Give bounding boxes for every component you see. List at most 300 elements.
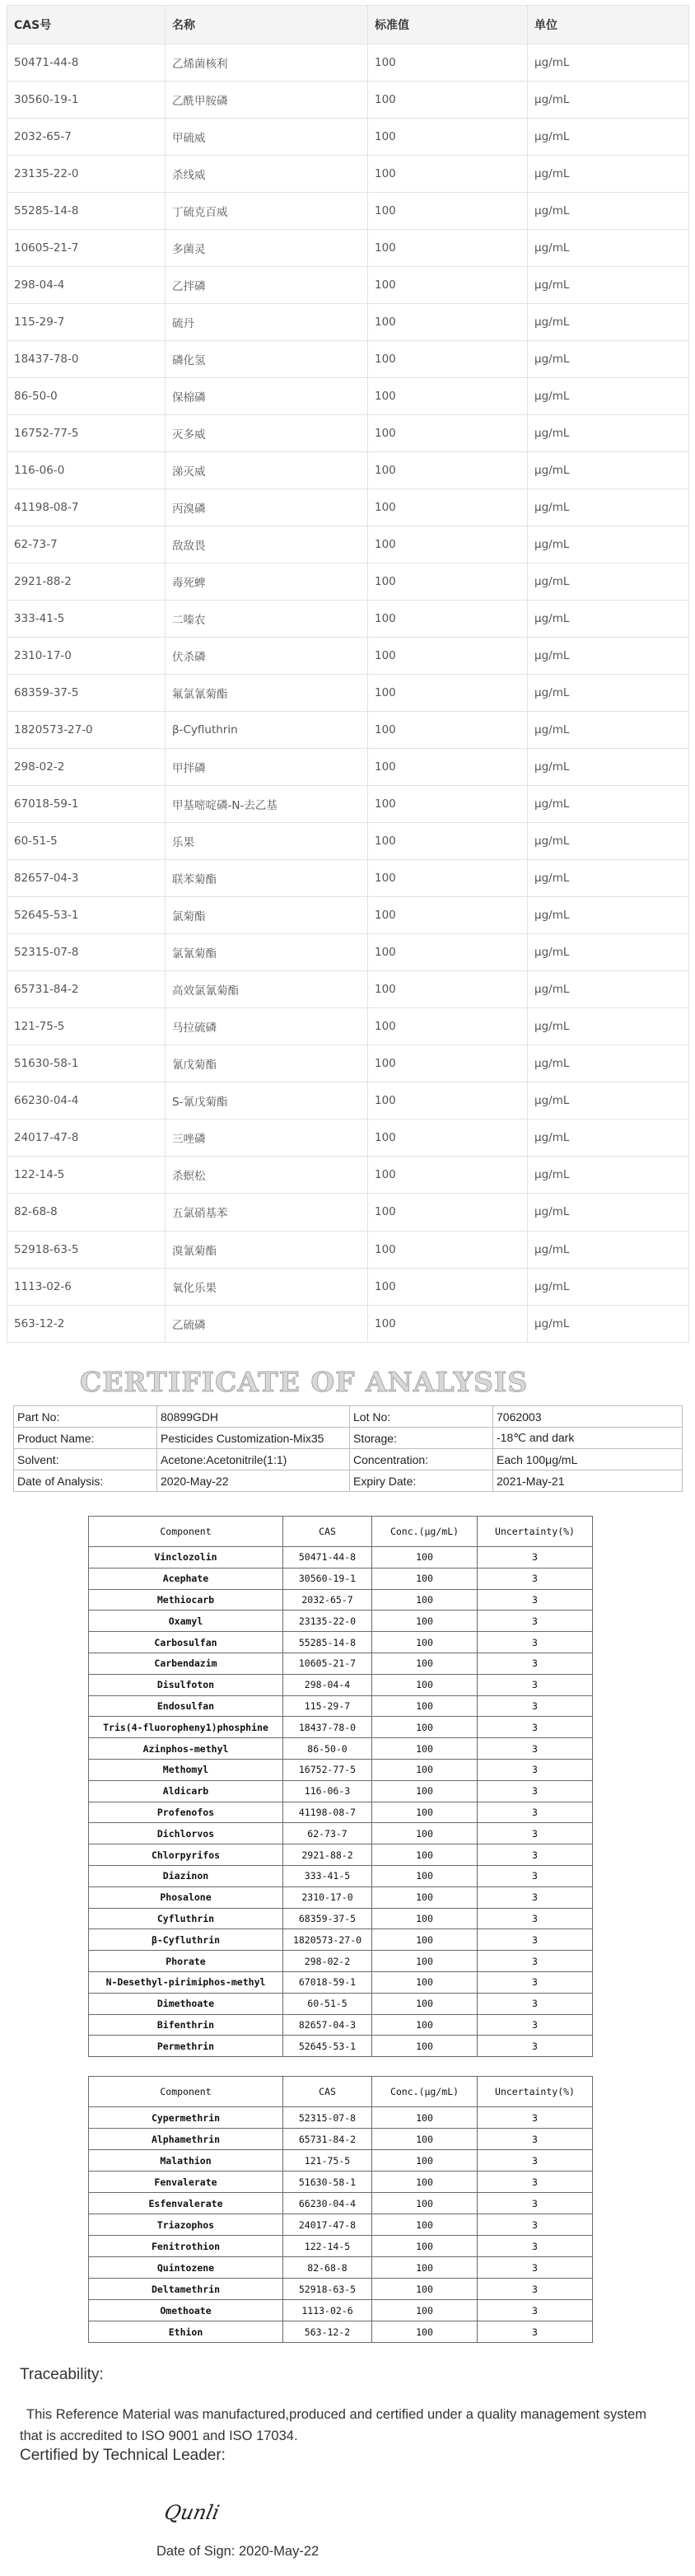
table-row [7,675,689,712]
name-cell: 二嗪农 [166,601,368,638]
standard-value-cell: 100 [368,1082,528,1120]
component-concentration: 100 [372,2279,478,2300]
component-row [89,2257,593,2279]
component-uncertainty: 3 [478,1589,593,1611]
component-cas: 30560-19-1 [283,1568,372,1589]
table-row [7,1045,689,1082]
header-cas: CAS [283,1517,372,1547]
component-concentration: 100 [372,2300,478,2321]
info-label: Lot No: [350,1406,493,1428]
unit-cell: μg/mL [528,712,689,749]
component-uncertainty: 3 [478,2257,593,2279]
cas-cell: 298-04-4 [7,267,166,304]
component-uncertainty: 3 [478,1780,593,1802]
component-row [89,1589,593,1611]
component-cas: 55285-14-8 [283,1632,372,1653]
component-row [89,2300,593,2321]
standard-value-cell: 100 [368,230,528,267]
component-cas: 2032-65-7 [283,1589,372,1611]
name-cell: 磷化氢 [166,341,368,378]
standard-value-cell: 100 [368,1045,528,1082]
table-row [7,304,689,341]
component-cas: 1820573-27-0 [283,1929,372,1951]
name-cell: 溴氰菊酯 [166,1231,368,1268]
component-concentration: 100 [372,1908,478,1929]
component-row [89,1951,593,1972]
standard-value-cell: 100 [368,971,528,1008]
component-uncertainty: 3 [478,2014,593,2036]
component-concentration: 100 [372,1674,478,1695]
date-of-sign: Date of Sign: 2020-May-22 [156,2544,320,2559]
standard-value-cell: 100 [368,934,528,971]
standards-table [7,5,689,1343]
component-name: Diazinon [89,1865,283,1886]
component-name: Omethoate [89,2300,283,2321]
component-uncertainty: 3 [478,1717,593,1738]
component-name: Tris(4-fluoropheny1)phosphine [89,1717,283,1738]
cas-cell: 2310-17-0 [7,638,166,675]
traceability-statement: This Reference Material was manufactured,produced and certified under a quality management system [26,2407,646,2422]
component-uncertainty: 3 [478,2214,593,2236]
name-cell: 乙酰甲胺磷 [166,82,368,119]
component-name: Oxamyl [89,1611,283,1632]
cas-cell: 122-14-5 [7,1157,166,1194]
technical-leader-signature: Qunli [162,2501,222,2524]
component-cas: 2310-17-0 [283,1886,372,1908]
cas-cell: 82657-04-3 [7,860,166,897]
standard-value-cell: 100 [368,749,528,786]
unit-cell: μg/mL [528,415,689,452]
cas-cell: 60-51-5 [7,823,166,860]
name-cell: 氧化乐果 [166,1268,368,1305]
traceability-heading: Traceability: [20,2366,104,2383]
component-header-row [89,1517,593,1547]
name-cell: 马拉硫磷 [166,1008,368,1045]
component-uncertainty: 3 [478,2193,593,2214]
cas-cell: 62-73-7 [7,526,166,563]
cas-cell: 51630-58-1 [7,1045,166,1082]
name-cell: 杀螟松 [166,1157,368,1194]
component-row [89,1632,593,1653]
component-row [89,2172,593,2193]
unit-cell: μg/mL [528,341,689,378]
unit-cell: μg/mL [528,526,689,563]
component-cas: 60-51-5 [283,1993,372,2014]
component-row [89,1547,593,1569]
unit-cell: μg/mL [528,1045,689,1082]
component-row [89,1844,593,1866]
component-row [89,1653,593,1674]
component-uncertainty: 3 [478,2300,593,2321]
cas-cell: 115-29-7 [7,304,166,341]
standard-value-cell: 100 [368,1194,528,1231]
standard-value-cell: 100 [368,1268,528,1305]
product-info-table [13,1405,683,1492]
component-concentration: 100 [372,1844,478,1866]
cas-cell: 68359-37-5 [7,675,166,712]
component-cas: 51630-58-1 [283,2172,372,2193]
component-row [89,1568,593,1589]
component-uncertainty: 3 [478,1929,593,1951]
standard-value-cell: 100 [368,1305,528,1342]
info-value: 2021-May-21 [493,1470,683,1492]
standard-value-cell: 100 [368,489,528,526]
standard-value-cell: 100 [368,1157,528,1194]
standard-value-cell: 100 [368,786,528,823]
name-cell: 丁硫克百威 [166,193,368,230]
component-cas: 298-04-4 [283,1674,372,1695]
standard-value-cell: 100 [368,1231,528,1268]
table-row [7,267,689,304]
component-concentration: 100 [372,1802,478,1823]
unit-cell: μg/mL [528,897,689,934]
name-cell: S-氰戊菊酯 [166,1082,368,1120]
unit-cell: μg/mL [528,1194,689,1231]
component-name: N-Desethyl-pirimiphos-methyl [89,1971,283,1993]
component-name: Vinclozolin [89,1547,283,1569]
name-cell: 氰戊菊酯 [166,1045,368,1082]
component-row [89,1611,593,1632]
cas-cell: 41198-08-7 [7,489,166,526]
component-uncertainty: 3 [478,2107,593,2129]
unit-cell: μg/mL [528,1082,689,1120]
cas-cell: 16752-77-5 [7,415,166,452]
name-cell: 涕灭威 [166,452,368,489]
component-name: Acephate [89,1568,283,1589]
unit-cell: μg/mL [528,267,689,304]
info-label: Product Name: [14,1428,157,1449]
cas-cell: 24017-47-8 [7,1120,166,1157]
standard-value-cell: 100 [368,415,528,452]
component-concentration: 100 [372,2036,478,2057]
component-uncertainty: 3 [478,1653,593,1674]
info-label: Concentration: [350,1449,493,1470]
certificate-title: CERTIFICATE OF ANALYSIS [80,1366,529,1398]
unit-cell: μg/mL [528,934,689,971]
component-cas: 23135-22-0 [283,1611,372,1632]
component-concentration: 100 [372,2150,478,2172]
component-name: Profenofos [89,1802,283,1823]
component-name: Permethrin [89,2036,283,2057]
component-concentration: 100 [372,2236,478,2257]
standard-value-cell: 100 [368,82,528,119]
component-cas: 65731-84-2 [283,2129,372,2150]
component-concentration: 100 [372,1695,478,1717]
unit-cell: μg/mL [528,119,689,156]
standard-value-cell: 100 [368,860,528,897]
name-cell: 氟氯氰菊酯 [166,675,368,712]
component-concentration: 100 [372,2172,478,2193]
component-name: Alphamethrin [89,2129,283,2150]
component-cas: 82657-04-3 [283,2014,372,2036]
component-concentration: 100 [372,1951,478,1972]
component-concentration: 100 [372,2014,478,2036]
component-name: Triazophos [89,2214,283,2236]
component-cas: 298-02-2 [283,1951,372,1972]
standard-value-cell: 100 [368,563,528,601]
component-uncertainty: 3 [478,1738,593,1760]
header-cas: CAS [283,2077,372,2107]
unit-cell: μg/mL [528,1231,689,1268]
info-value: -18℃ and dark [493,1428,683,1449]
standard-value-cell: 100 [368,119,528,156]
table-header-row [7,6,689,44]
standard-value-cell: 100 [368,638,528,675]
table-row [7,749,689,786]
component-uncertainty: 3 [478,1951,593,1972]
table-row [7,786,689,823]
unit-cell: μg/mL [528,452,689,489]
component-row [89,2193,593,2214]
component-name: Esfenvalerate [89,2193,283,2214]
component-cas: 116-06-3 [283,1780,372,1802]
component-cas: 121-75-5 [283,2150,372,2172]
cas-cell: 52315-07-8 [7,934,166,971]
component-name: Aldicarb [89,1780,283,1802]
component-cas: 24017-47-8 [283,2214,372,2236]
cas-cell: 1820573-27-0 [7,712,166,749]
component-uncertainty: 3 [478,1908,593,1929]
name-cell: 杀线威 [166,156,368,193]
component-uncertainty: 3 [478,2172,593,2193]
info-value: 2020-May-22 [157,1470,350,1492]
component-row [89,2321,593,2343]
component-cas: 82-68-8 [283,2257,372,2279]
table-row [7,1305,689,1342]
component-row [89,1717,593,1738]
info-value: 7062003 [493,1406,683,1428]
table-row [7,971,689,1008]
name-cell: 伏杀磷 [166,638,368,675]
table-row [7,1231,689,1268]
component-row [89,1908,593,1929]
name-cell: 硫丹 [166,304,368,341]
unit-cell: μg/mL [528,1008,689,1045]
component-row [89,2107,593,2129]
table-row [7,1157,689,1194]
component-name: Methiocarb [89,1589,283,1611]
table-row [7,452,689,489]
table-row [7,415,689,452]
table-row [7,1194,689,1231]
certified-by-heading: Certified by Technical Leader: [20,2447,226,2464]
component-row [89,1865,593,1886]
unit-cell: μg/mL [528,1305,689,1342]
info-row [14,1428,683,1449]
cas-cell: 298-02-2 [7,749,166,786]
standard-value-cell: 100 [368,156,528,193]
component-name: Cypermethrin [89,2107,283,2129]
standard-value-cell: 100 [368,897,528,934]
table-row [7,341,689,378]
component-concentration: 100 [372,1865,478,1886]
component-concentration: 100 [372,1886,478,1908]
component-name: Carbendazim [89,1653,283,1674]
component-concentration: 100 [372,1632,478,1653]
standard-value-cell: 100 [368,712,528,749]
standard-value-cell: 100 [368,304,528,341]
header-concentration: Conc.(μg/mL) [372,2077,478,2107]
component-name: Deltamethrin [89,2279,283,2300]
component-uncertainty: 3 [478,1993,593,2014]
component-row [89,1738,593,1760]
cas-cell: 52645-53-1 [7,897,166,934]
cas-cell: 2921-88-2 [7,563,166,601]
component-concentration: 100 [372,1717,478,1738]
component-cas: 2921-88-2 [283,1844,372,1866]
cas-cell: 2032-65-7 [7,119,166,156]
component-row [89,1929,593,1951]
cas-cell: 86-50-0 [7,378,166,415]
component-row [89,1993,593,2014]
unit-cell: μg/mL [528,563,689,601]
cas-cell: 10605-21-7 [7,230,166,267]
name-cell: 三唑磷 [166,1120,368,1157]
name-cell: 保棉磷 [166,378,368,415]
name-cell: 五氯硝基苯 [166,1194,368,1231]
name-cell: 氯氰菊酯 [166,934,368,971]
standard-value-cell: 100 [368,823,528,860]
component-name: Dimethoate [89,1993,283,2014]
component-row [89,1823,593,1844]
component-concentration: 100 [372,1971,478,1993]
component-concentration: 100 [372,1568,478,1589]
component-cas: 68359-37-5 [283,1908,372,1929]
table-row [7,82,689,119]
component-uncertainty: 3 [478,1759,593,1780]
component-cas: 86-50-0 [283,1738,372,1760]
name-cell: 氯菊酯 [166,897,368,934]
component-uncertainty: 3 [478,2321,593,2343]
unit-cell: μg/mL [528,971,689,1008]
component-concentration: 100 [372,1993,478,2014]
unit-cell: μg/mL [528,675,689,712]
name-cell: 乙硫磷 [166,1305,368,1342]
table-row [7,193,689,230]
component-name: Quintozene [89,2257,283,2279]
cas-cell: 116-06-0 [7,452,166,489]
component-uncertainty: 3 [478,1632,593,1653]
info-row [14,1406,683,1428]
unit-cell: μg/mL [528,193,689,230]
table-row [7,526,689,563]
unit-cell: μg/mL [528,230,689,267]
component-cas: 52918-63-5 [283,2279,372,2300]
info-value: Each 100μg/mL [493,1449,683,1470]
component-cas: 50471-44-8 [283,1547,372,1569]
unit-cell: μg/mL [528,823,689,860]
table-row [7,1008,689,1045]
component-uncertainty: 3 [478,2129,593,2150]
cas-cell: 563-12-2 [7,1305,166,1342]
component-name: Carbosulfan [89,1632,283,1653]
name-cell: 联苯菊酯 [166,860,368,897]
component-uncertainty: 3 [478,2279,593,2300]
info-row [14,1470,683,1492]
name-cell: 甲硫威 [166,119,368,156]
component-concentration: 100 [372,1547,478,1569]
component-name: Azinphos-methyl [89,1738,283,1760]
info-label: Storage: [350,1428,493,1449]
header-component: Component [89,1517,283,1547]
component-row [89,1759,593,1780]
component-row [89,2236,593,2257]
table-row [7,638,689,675]
standard-value-cell: 100 [368,341,528,378]
table-row [7,897,689,934]
header-uncertainty: Uncertainty(%) [478,1517,593,1547]
component-cas: 52645-53-1 [283,2036,372,2057]
standard-value-cell: 100 [368,601,528,638]
component-concentration: 100 [372,1780,478,1802]
component-table-1 [88,1516,593,2057]
table-row [7,860,689,897]
table-row [7,156,689,193]
unit-cell: μg/mL [528,860,689,897]
table-row [7,1268,689,1305]
header-uncertainty: Uncertainty(%) [478,2077,593,2107]
component-uncertainty: 3 [478,1886,593,1908]
cas-cell: 121-75-5 [7,1008,166,1045]
header-name: 名称 [166,6,368,44]
cas-cell: 50471-44-8 [7,44,166,82]
component-row [89,2214,593,2236]
component-uncertainty: 3 [478,1844,593,1866]
info-value: 80899GDH [157,1406,350,1428]
cas-cell: 82-68-8 [7,1194,166,1231]
component-header-row [89,2077,593,2107]
component-cas: 1113-02-6 [283,2300,372,2321]
component-cas: 16752-77-5 [283,1759,372,1780]
component-concentration: 100 [372,1823,478,1844]
table-row [7,934,689,971]
unit-cell: μg/mL [528,44,689,82]
component-cas: 18437-78-0 [283,1717,372,1738]
table-row [7,230,689,267]
component-row [89,2129,593,2150]
component-row [89,2036,593,2057]
table-row [7,1082,689,1120]
component-name: Fenitrothion [89,2236,283,2257]
unit-cell: μg/mL [528,638,689,675]
standard-value-cell: 100 [368,526,528,563]
header-component: Component [89,2077,283,2107]
name-cell: 多菌灵 [166,230,368,267]
component-concentration: 100 [372,1929,478,1951]
component-concentration: 100 [372,2193,478,2214]
info-value: Acetone:Acetonitrile(1:1) [157,1449,350,1470]
header-concentration: Conc.(μg/mL) [372,1517,478,1547]
header-standard-value: 标准值 [368,6,528,44]
component-row [89,2279,593,2300]
component-uncertainty: 3 [478,1674,593,1695]
component-concentration: 100 [372,1611,478,1632]
component-name: Phosalone [89,1886,283,1908]
component-cas: 52315-07-8 [283,2107,372,2129]
component-cas: 115-29-7 [283,1695,372,1717]
table-row [7,712,689,749]
info-value: Pesticides Customization-Mix35 [157,1428,350,1449]
component-concentration: 100 [372,2321,478,2343]
name-cell: 甲拌磷 [166,749,368,786]
standard-value-cell: 100 [368,44,528,82]
table-row [7,44,689,82]
component-name: Endosulfan [89,1695,283,1717]
component-cas: 62-73-7 [283,1823,372,1844]
unit-cell: μg/mL [528,749,689,786]
standard-value-cell: 100 [368,378,528,415]
standard-value-cell: 100 [368,1008,528,1045]
